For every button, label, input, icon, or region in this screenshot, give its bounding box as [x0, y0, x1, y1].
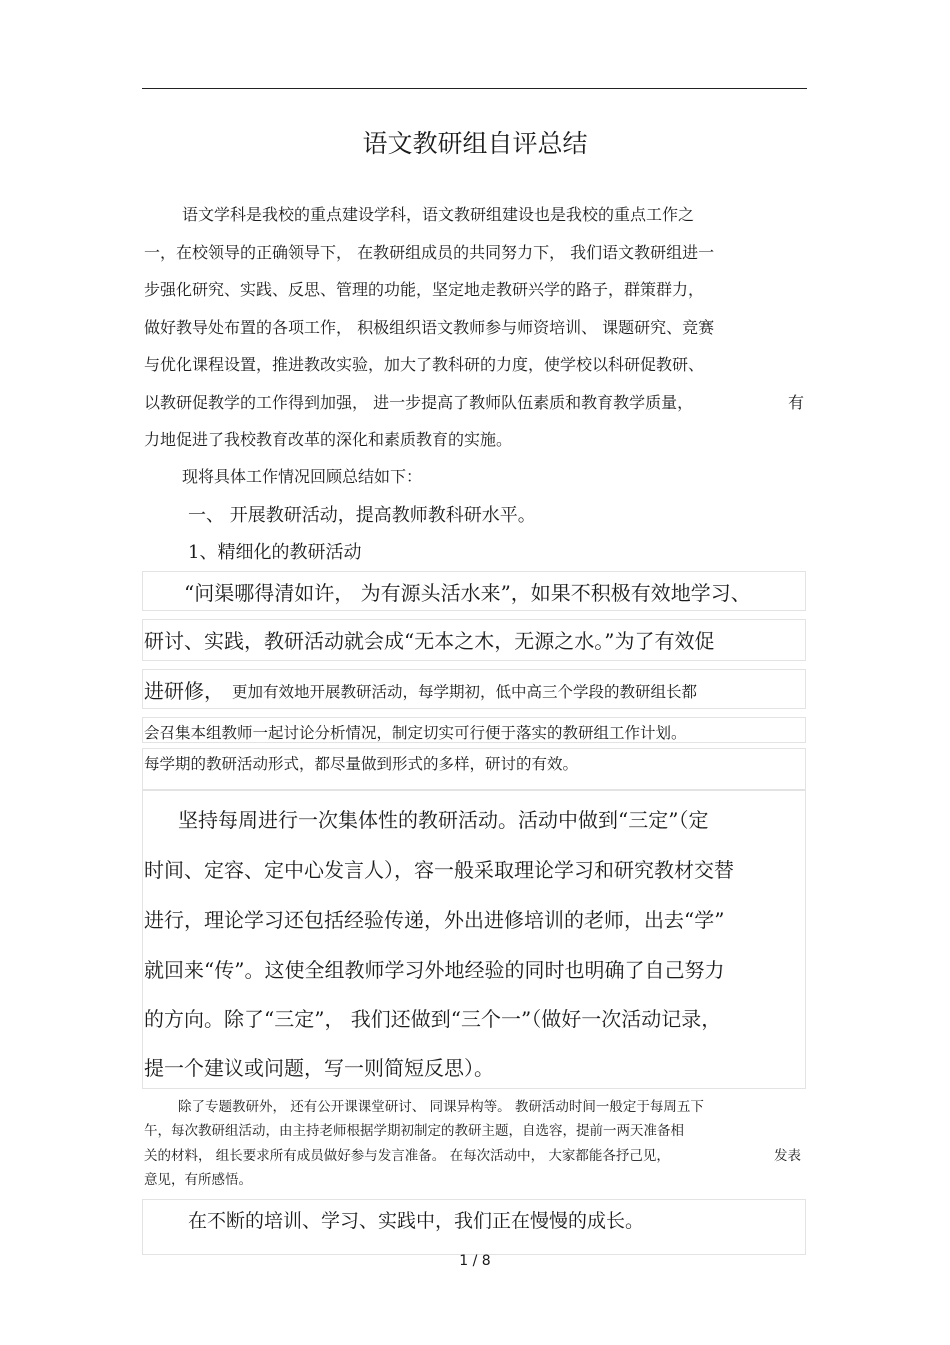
- quote-line-1: “问渠哪得清如许， 为有源头活水来”，如果不积极有效地学习、: [184, 581, 751, 605]
- weekly-line-6: 提一个建议或问题，写一则简短反思）。: [144, 1056, 494, 1080]
- intro-line-6-end: 有: [788, 393, 805, 412]
- intro-summary-lead: 现将具体工作情况回顾总结如下：: [182, 467, 423, 486]
- weekly-line-5: 的方向。除了“三定”， 我们还做到“三个一”（做好一次活动记录，: [144, 1007, 722, 1031]
- intro-line-5: 与优化课程设置，推进教改实验，加大了教科研的力度，使学校以科研促教研、: [144, 355, 705, 374]
- header-rule: [142, 88, 807, 89]
- intro-line-4: 做好教导处布置的各项工作， 积极组织语文教师参与师资培训、 课题研究、竞赛: [144, 318, 715, 337]
- weekly-line-1: 坚持每周进行一次集体性的教研活动。活动中做到“三定”（定: [178, 808, 709, 832]
- small-line-3: 关的材料， 组长要求所有成员做好参与发言准备。 在每次活动中， 大家都能各抒己见，: [144, 1148, 670, 1164]
- mixed-line-small: 更加有效地开展教研活动，每学期初，低中高三个学段的教研组长都: [232, 683, 698, 701]
- weekly-line-3: 进行，理论学习还包括经验传递，外出进修培训的老师，出去“学”: [144, 908, 725, 932]
- intro-line-3: 步强化研究、实践、反思、管理的功能，坚定地走教研兴学的路子，群策群力，: [144, 280, 705, 299]
- meeting-line: 会召集本组教师一起讨论分析情况，制定切实可行便于落实的教研组工作计划。: [144, 724, 687, 742]
- small-line-1: 除了专题教研外， 还有公开课课堂研讨、 同课异构等。 教研活动时间一般定于每周五下: [178, 1099, 704, 1115]
- weekly-box: [142, 790, 806, 1089]
- intro-line-1: 语文学科是我校的重点建设学科，语文教研组建设也是我校的重点工作之: [182, 205, 695, 224]
- subsection-heading-1: 1、精细化的教研活动: [188, 542, 362, 563]
- small-line-4: 意见，有所感悟。: [144, 1172, 252, 1188]
- small-line-3-end: 发表: [774, 1148, 801, 1164]
- weekly-line-4: 就回来“传”。这使全组教师学习外地经验的同时也明确了自己努力: [144, 958, 725, 982]
- page-number: 1 / 8: [459, 1253, 491, 1269]
- weekly-line-2: 时间、定容、定中心发言人），容一般采取理论学习和研究教材交替: [144, 858, 734, 882]
- small-line-2: 午，每次教研组活动，由主持老师根据学期初制定的教研主题，自选容，提前一两天准备相: [144, 1123, 684, 1139]
- intro-line-7: 力地促进了我校教育改革的深化和素质教育的实施。: [144, 430, 513, 449]
- quote-line-2: 研讨、实践，教研活动就会成“无本之木，无源之水。”为了有效促: [144, 629, 715, 653]
- mixed-line-big: 进研修，: [144, 679, 224, 703]
- intro-line-2: 一，在校领导的正确领导下， 在教研组成员的共同努力下， 我们语文教研组进一: [144, 243, 715, 262]
- intro-line-6: 以教研促教学的工作得到加强， 进一步提高了教师队伍素质和教育教学质量，: [144, 393, 694, 412]
- section-heading-1: 一、 开展教研活动，提高教师教科研水平。: [188, 505, 536, 526]
- growth-line: 在不断的培训、学习、实践中，我们正在慢慢的成长。: [188, 1210, 645, 1232]
- forms-line: 每学期的教研活动形式，都尽量做到形式的多样，研讨的有效。: [144, 755, 579, 773]
- page-title: 语文教研组自评总结: [362, 129, 588, 158]
